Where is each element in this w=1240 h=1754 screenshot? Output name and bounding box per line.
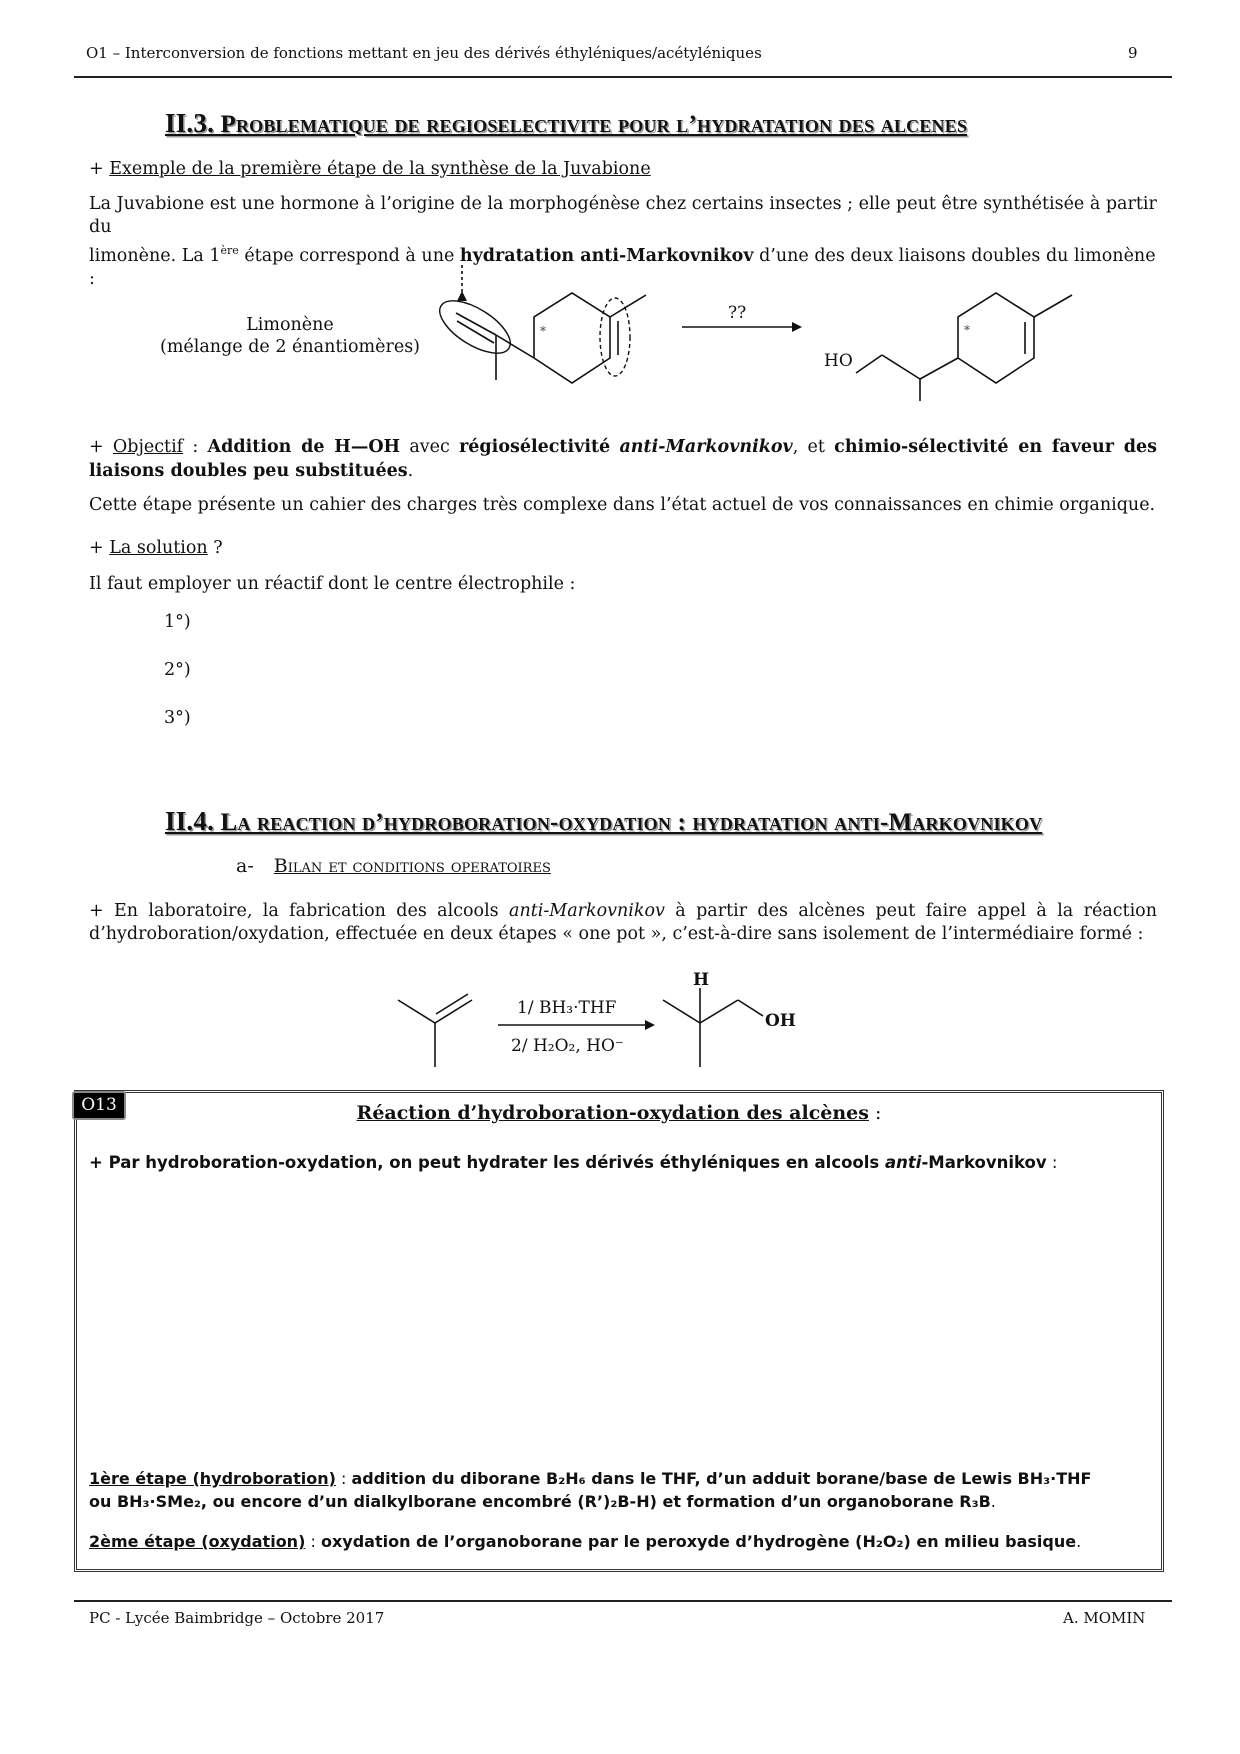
box-title-text: Réaction d’hydroboration-oxydation des alcènes xyxy=(356,1102,869,1124)
circled-double-bond xyxy=(432,291,519,364)
h-label: H xyxy=(693,970,710,990)
bullet-marker: + xyxy=(89,159,104,179)
step2-label: 2ème étape (oxydation) xyxy=(89,1532,306,1551)
reactant-name: Limonène xyxy=(246,315,334,335)
solution-line xyxy=(89,537,223,560)
lab-part: + En laboratoire, la fabrication des alcools xyxy=(89,901,510,921)
footer-rule xyxy=(74,1600,1172,1602)
box-step1 xyxy=(89,1467,1157,1513)
intro-line-1: La Juvabione est une hormone à l’origine de la morphogénèse chez certains insectes ; elle peut être synthétisée à partir du xyxy=(89,194,1157,237)
hydroboration-scheme xyxy=(380,960,830,1075)
lab-italic: anti-Markovnikov xyxy=(509,901,665,921)
box-tag: O13 xyxy=(72,1091,126,1120)
reagent-text: Il faut employer un réactif dont le centre électrophile : xyxy=(89,574,576,594)
stereo-mark: * xyxy=(964,323,970,337)
solution-label: La solution xyxy=(109,538,208,558)
product-oh: HO xyxy=(824,351,853,371)
box-lead-part: + Par hydroboration-oxydation, on peut hydrater les dérivés éthyléniques en alcools xyxy=(89,1153,885,1172)
section-number: II.3. xyxy=(165,108,215,138)
arrow-label: ?? xyxy=(728,303,747,323)
intro-part: d’une des deux liaisons doubles du limonène : xyxy=(89,245,1156,289)
list-item-1: 1°) xyxy=(164,612,191,632)
step1-sep: : xyxy=(335,1469,352,1488)
running-header-title: O1 – Interconversion de fonctions mettant en jeu des dérivés éthyléniques/acétyléniques xyxy=(86,44,762,62)
bullet-marker: + xyxy=(89,538,104,558)
box-step1-line1 xyxy=(89,1467,1157,1490)
footer-left: PC - Lycée Baimbridge – Octobre 2017 xyxy=(89,1609,385,1627)
alkene-structure xyxy=(398,994,472,1067)
box-title xyxy=(74,1102,1164,1124)
step1-text: ou BH₃·SMe₂, ou encore d’un dialkylborane encombré (R’)₂B-H) et formation d’un organoborane R₃B xyxy=(89,1492,991,1511)
intro-sup: ère xyxy=(220,244,239,257)
section-heading: Problematique de regioselectivite pour l’hydratation des alcenes xyxy=(220,111,968,138)
step1-label: 1ère étape (hydroboration) xyxy=(89,1469,336,1488)
intro-part: étape correspond à une xyxy=(238,245,460,266)
box-lead-part: : xyxy=(1046,1153,1058,1172)
step2-end: . xyxy=(1076,1532,1082,1551)
footer-right: A. MOMIN xyxy=(1063,1609,1146,1627)
objective-label: Objectif xyxy=(112,437,184,457)
intro-part: limonène. La 1 xyxy=(89,245,221,266)
objective-bold: chimio-sélectivité en faveur des liaisons doubles peu substituées xyxy=(89,437,1157,481)
objective-paragraph xyxy=(89,435,1157,483)
subsection-title xyxy=(236,855,551,877)
section-number: II.4. xyxy=(165,806,215,836)
product-structure xyxy=(856,293,1072,401)
subsection-heading: Bilan et conditions operatoires xyxy=(273,855,551,877)
page-number: 9 xyxy=(1128,44,1138,62)
box-step2 xyxy=(89,1530,1157,1553)
lab-part: à partir des alcènes peut faire appel à la réaction xyxy=(664,901,1157,921)
objective-text: . xyxy=(407,461,414,481)
arrowhead xyxy=(645,1020,655,1030)
attack-arrowhead xyxy=(457,291,467,301)
intro-bold: hydratation anti-Markovnikov xyxy=(459,245,754,266)
box-lead-italic: anti xyxy=(885,1153,922,1172)
lab-paragraph xyxy=(89,900,1157,946)
step2-sep: : xyxy=(305,1532,321,1551)
step2-text: oxydation de l’organoborane par le peroxyde d’hydrogène (H₂O₂) en milieu basique xyxy=(320,1532,1077,1551)
section-title-2-3 xyxy=(165,108,967,139)
step1-conditions: 1/ BH₃·THF xyxy=(517,998,617,1018)
box-lead xyxy=(89,1151,1057,1174)
reactant-note: (mélange de 2 énantiomères) xyxy=(160,337,420,357)
section-heading: La reaction d’hydroboration-oxydation : hydratation anti-Markovnikov xyxy=(220,809,1043,836)
objective-bold: Addition de H—OH xyxy=(207,437,401,457)
objective-bold: régiosélectivité xyxy=(459,437,611,457)
objective-text: avec xyxy=(400,437,460,457)
limonene-scheme xyxy=(420,255,1100,415)
objective-colon: : xyxy=(183,437,208,457)
subsection-letter: a- xyxy=(236,855,254,877)
box-lead-part: -Markovnikov xyxy=(921,1153,1047,1172)
objective-text: , et xyxy=(792,437,835,457)
solution-suffix: ? xyxy=(207,538,223,558)
stereo-mark: * xyxy=(540,324,546,338)
lab-line-1 xyxy=(89,900,1157,923)
header-rule xyxy=(74,76,1172,78)
box-step1-line2 xyxy=(89,1490,1157,1513)
limonene-structure xyxy=(456,265,646,383)
alcohol-structure xyxy=(663,988,763,1067)
list-item-2: 2°) xyxy=(164,660,191,680)
complex-text: Cette étape présente un cahier des charges très complexe dans l’état actuel de vos connaissances en chimie organique. xyxy=(89,495,1156,515)
oh-label: OH xyxy=(765,1011,796,1031)
step2-conditions: 2/ H₂O₂, HO⁻ xyxy=(511,1036,624,1056)
step1-end: . xyxy=(990,1492,996,1511)
list-item-3: 3°) xyxy=(164,708,191,728)
box-title-suffix: : xyxy=(868,1102,882,1124)
section-title-2-4 xyxy=(165,806,1042,837)
dashed-circled-double-bond xyxy=(600,298,630,376)
arrowhead xyxy=(792,322,802,332)
step1-text: addition du diborane B₂H₆ dans le THF, d’un adduit borane/base de Lewis BH₃·THF xyxy=(351,1469,1092,1488)
bullet-marker: + xyxy=(89,437,104,457)
lab-line-2: d’hydroboration/oxydation, effectuée en deux étapes « one pot », c’est-à-dire sans isolement de l’intermédiaire formé : xyxy=(89,924,1144,944)
example-label: Exemple de la première étape de la synthèse de la Juvabione xyxy=(109,159,651,179)
objective-bold-italic: anti-Markovnikov xyxy=(619,437,793,457)
example-line xyxy=(89,158,651,181)
